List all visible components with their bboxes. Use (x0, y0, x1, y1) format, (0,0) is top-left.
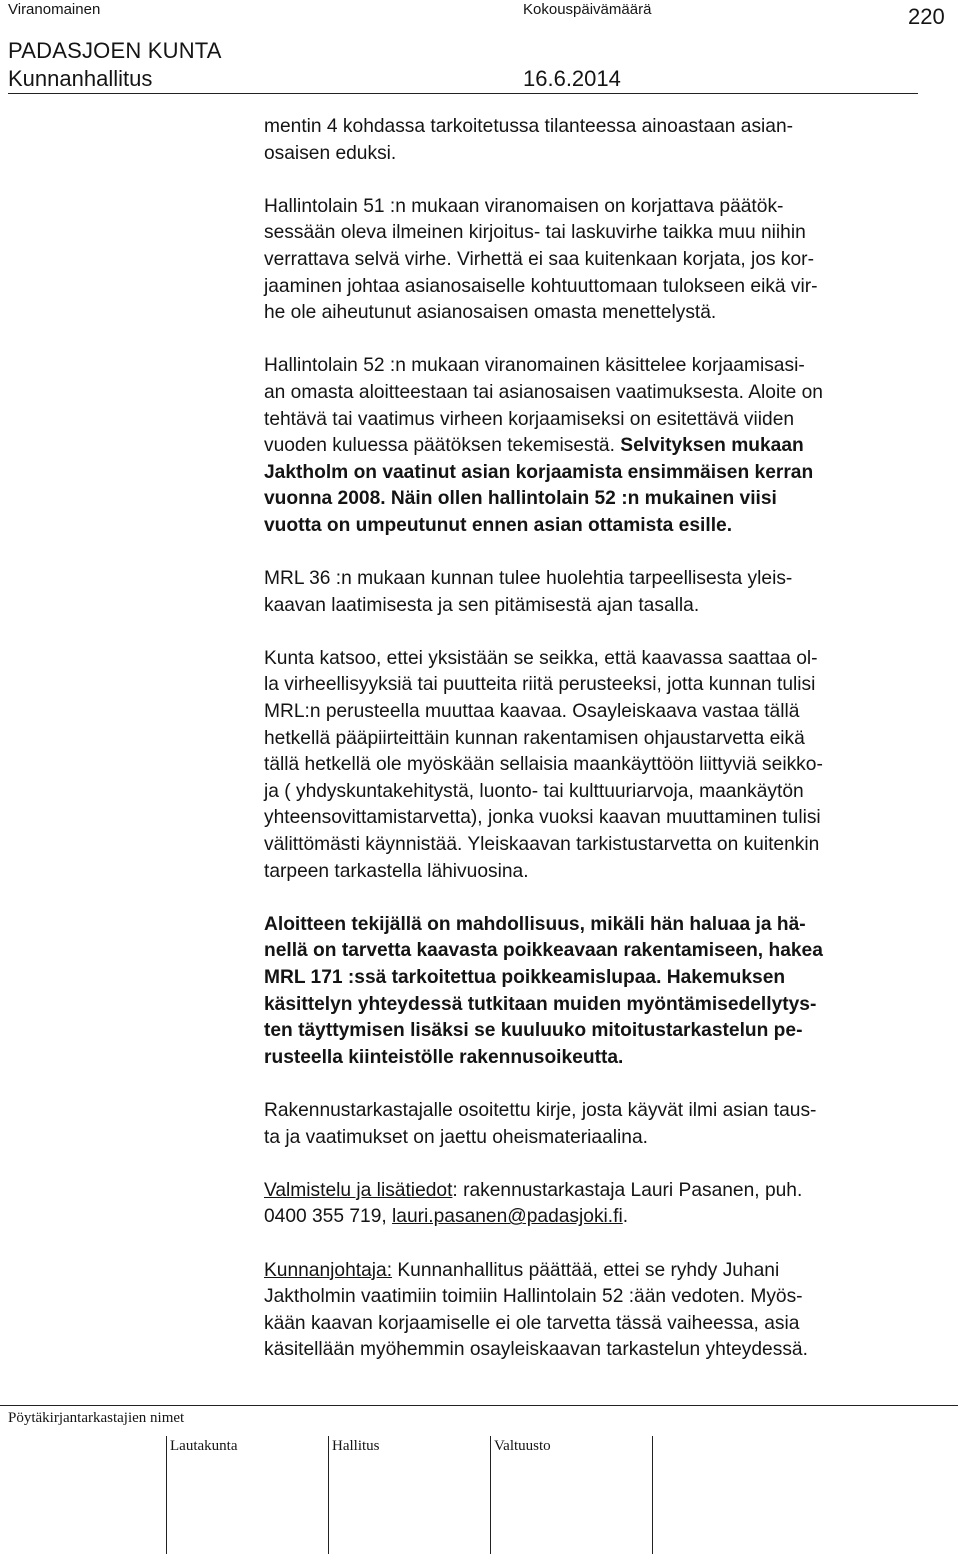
text-segment: . (622, 1206, 629, 1228)
paragraph-6-bold (264, 912, 954, 1072)
paragraph-9 (264, 1258, 954, 1364)
preparation-label: Valmistelu ja lisätiedot (264, 1179, 453, 1201)
header-date-label: Kokouspäivämäärä (523, 1, 652, 18)
paragraph-3 (264, 353, 954, 539)
text-line: an omasta aloitteestaan tai asianosaisen vaatimuksesta. Aloite on (264, 381, 823, 403)
footer-column-divider (166, 1436, 167, 1554)
paragraph-2 (264, 194, 954, 327)
bold-text-line: vuotta on umpeutunut ennen asian ottamista esille. (264, 514, 733, 536)
text-line: osaisen eduksi. (264, 142, 397, 164)
text-segment: : rakennustarkastaja Lauri Pasanen, puh. (452, 1179, 803, 1201)
text-line (264, 433, 954, 460)
bold-text-line: nellä on tarvetta kaavasta poikkeavaan rakentamiseen, hakea (264, 940, 823, 962)
page-number: 220 (908, 4, 945, 29)
paragraph-7 (264, 1098, 954, 1151)
text-line: välittömästi käynnistää. Yleiskaavan tarkistustarvetta on kuitenkin (264, 834, 820, 856)
text-line: mentin 4 kohdassa tarkoitetussa tilanteessa ainoastaan asian- (264, 116, 794, 137)
text-line: he ole aiheutunut asianosaisen omasta menettelystä. (264, 302, 717, 324)
text-line: käsitellään myöhemmin osayleiskaavan tarkastelun yhteydessä. (264, 1339, 808, 1361)
bold-text-line: käsittelyn yhteydessä tutkitaan muiden myöntämisedellytys- (264, 993, 817, 1015)
text-line: hetkellä pääpiirteittäin kunnan rakentamisen ohjaustarvetta eikä (264, 727, 805, 749)
bold-text-line: Aloitteen tekijällä on mahdollisuus, mikäli hän haluaa ja hä- (264, 913, 806, 935)
organization-name: PADASJOEN KUNTA (8, 38, 222, 63)
text-line: Rakennustarkastajalle osoitettu kirje, josta käyvät ilmi asian taus- (264, 1099, 817, 1121)
bold-text-line: rusteella kiinteistölle rakennusoikeutta. (264, 1046, 624, 1068)
bold-text-segment: Selvityksen mukaan (620, 435, 804, 457)
text-line: tarpeen tarkastella lähivuosina. (264, 860, 529, 882)
header-role-label: Viranomainen (8, 1, 101, 18)
paragraph-4 (264, 566, 954, 619)
text-line: ta ja vaatimukset on jaettu oheismateriaalina. (264, 1126, 648, 1148)
footer-title: Pöytäkirjantarkastajien nimet (8, 1410, 185, 1426)
text-line: MRL 36 :n mukaan kunnan tulee huolehtia tarpeellisesta yleis- (264, 568, 793, 590)
text-line: jaaminen johtaa asianosaiselle kohtuuttomaan tulokseen eikä vir- (264, 275, 818, 297)
text-segment: Kunnanhallitus päättää, ettei se ryhdy Juhani (392, 1259, 780, 1281)
text-line (264, 1204, 954, 1231)
paragraph-8 (264, 1178, 954, 1231)
paragraph-5 (264, 646, 954, 885)
email-link[interactable]: lauri.pasanen@padasjoki.fi (392, 1206, 623, 1228)
bold-text-line: ten täyttymisen lisäksi se kuuluuko mitoitustarkastelun pe- (264, 1020, 803, 1042)
text-line: tehtävä tai vaatimus virheen korjaamiseksi on esitettävä viiden (264, 408, 795, 430)
text-line: Hallintolain 52 :n mukaan viranomainen käsittelee korjaamisasi- (264, 355, 805, 377)
text-line: yhteensovittamistarvetta), jonka vuoksi kaavan muuttaminen tulisi (264, 807, 821, 829)
text-line: la virheellisyyksiä tai puutteita riitä perusteeksi, jotta kunnan tulisi (264, 674, 816, 696)
header-divider (8, 93, 918, 94)
text-line: Jaktholmin vaatimiin toimiin Hallintolain 52 :ään vedoten. Myös- (264, 1286, 803, 1308)
bold-text-line: Jaktholm on vaatinut asian korjaamista ensimmäisen kerran (264, 461, 814, 483)
bold-text-line: MRL 171 :ssä tarkoitettua poikkeamislupaa. Hakemuksen (264, 967, 786, 988)
footer-column-divider (652, 1436, 653, 1554)
text-line (264, 1258, 954, 1285)
text-line: kään kaavan korjaamiselle ei ole tarvetta tässä vaiheessa, asia (264, 1312, 800, 1334)
meeting-date: 16.6.2014 (523, 66, 621, 91)
footer-divider (0, 1405, 958, 1406)
text-line: tällä hetkellä ole myöskään sellaisia maankäyttöön liittyviä seikko- (264, 754, 823, 776)
proposal-label: Kunnanjohtaja: (264, 1259, 393, 1281)
text-line: ja ( yhdyskuntakehitystä, luonto- tai kulttuuriarvoja, maankäytön (264, 780, 804, 802)
phone-number: 0400 355 719, (264, 1206, 393, 1228)
footer-column-council: Valtuusto (494, 1438, 551, 1454)
text-line: sessään oleva ilmeinen kirjoitus- tai laskuvirhe taikka muu niihin (264, 222, 806, 244)
text-line: Kunta katsoo, ettei yksistään se seikka, että kaavassa saattaa ol- (264, 647, 818, 669)
text-line (264, 1178, 954, 1205)
footer-column-board: Lautakunta (170, 1438, 238, 1454)
document-body (264, 114, 954, 1364)
footer-column-divider (490, 1436, 491, 1554)
text-segment: vuoden kuluessa päätöksen tekemisestä. (264, 435, 621, 457)
text-line: verrattava selvä virhe. Virhettä ei saa kuitenkaan korjata, jos kor- (264, 248, 814, 270)
bold-text-line: vuonna 2008. Näin ollen hallintolain 52 :n mukainen viisi (264, 488, 777, 510)
text-line: Hallintolain 51 :n mukaan viranomaisen on korjattava päätök- (264, 195, 784, 217)
paragraph-1 (264, 114, 954, 167)
text-line: MRL:n perusteella muuttaa kaavaa. Osayleiskaava vastaa tällä (264, 701, 800, 723)
board-name: Kunnanhallitus (8, 66, 153, 91)
text-line: kaavan laatimisesta ja sen pitämisestä ajan tasalla. (264, 594, 700, 616)
footer-column-divider (328, 1436, 329, 1554)
footer-column-government: Hallitus (332, 1438, 380, 1454)
